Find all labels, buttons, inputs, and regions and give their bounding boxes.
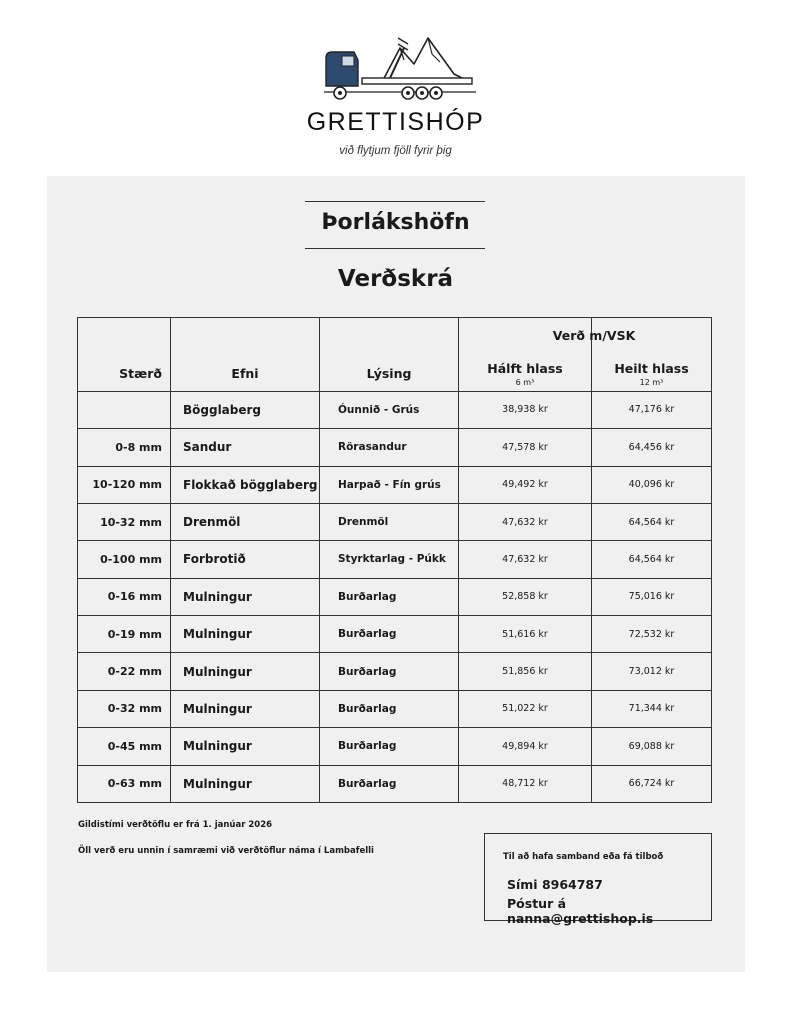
full-load-label: Heilt hlass [614, 360, 689, 376]
price-table [77, 317, 712, 803]
row-half-price: 49,492 kr [459, 466, 592, 503]
row-size: 0-19 mm [78, 616, 171, 653]
half-load-unit: 6 m³ [515, 377, 535, 387]
row-material: Mulningur [171, 765, 320, 803]
row-description: Drenmöl [320, 503, 459, 540]
full-load-unit: 12 m³ [639, 377, 664, 387]
row-full-price: 75,016 kr [592, 578, 712, 615]
row-full-price: 71,344 kr [592, 690, 712, 727]
row-size: 0-45 mm [78, 728, 171, 765]
row-description: Styrktarlag - Púkk [320, 541, 459, 578]
row-half-price: 51,022 kr [459, 690, 592, 727]
column-header-material: Efni [171, 318, 320, 392]
row-half-price: 47,578 kr [459, 429, 592, 466]
column-header-half [459, 318, 636, 392]
contact-email: Póstur á nanna@grettishop.is [507, 896, 654, 926]
row-full-price: 64,564 kr [592, 503, 712, 540]
table-row [78, 616, 712, 653]
half-load-label: Hálft hlass [487, 360, 563, 376]
row-size: 0-8 mm [78, 429, 171, 466]
table-row [78, 765, 712, 803]
table-row [78, 429, 712, 466]
validity-note: Gildistími verðtöflu er frá 1. janúar 2026 [78, 820, 273, 830]
row-description: Burðarlag [320, 728, 459, 765]
row-material: Mulningur [171, 616, 320, 653]
row-full-price: 64,564 kr [592, 541, 712, 578]
table-row [78, 541, 712, 578]
row-size: 10-32 mm [78, 503, 171, 540]
brand-name: GRETTISHÓP [306, 108, 485, 136]
row-full-price: 72,532 kr [592, 616, 712, 653]
price-group-label: Verð m/VSK [552, 328, 636, 343]
row-material: Mulningur [171, 653, 320, 690]
row-description: Rörasandur [320, 429, 459, 466]
row-size: 0-32 mm [78, 690, 171, 727]
row-full-price: 69,088 kr [592, 728, 712, 765]
row-half-price: 49,894 kr [459, 728, 592, 765]
row-material: Flokkað bögglaberg [171, 466, 320, 503]
row-description: Burðarlag [320, 765, 459, 803]
pricing-basis-note: Öll verð eru unnin í samræmi við verðtöflur náma í Lambafelli [78, 846, 374, 856]
contact-box [484, 833, 712, 926]
title-rule-top [305, 201, 485, 202]
table-row [78, 653, 712, 690]
row-size: 10-120 mm [78, 466, 171, 503]
row-full-price: 47,176 kr [592, 391, 712, 428]
row-full-price: 66,724 kr [592, 765, 712, 803]
price-list-title: Verðskrá [337, 266, 454, 292]
row-material: Mulningur [171, 578, 320, 615]
row-material: Mulningur [171, 728, 320, 765]
row-description: Burðarlag [320, 653, 459, 690]
row-material: Drenmöl [171, 503, 320, 540]
brand-tagline: við flytjum fjöll fyrir þig [339, 145, 452, 157]
column-header-description: Lýsing [320, 318, 459, 392]
row-half-price: 38,938 kr [459, 391, 592, 428]
row-full-price: 64,456 kr [592, 429, 712, 466]
row-size: 0-63 mm [78, 765, 171, 803]
table-row [78, 503, 712, 540]
row-size: 0-100 mm [78, 541, 171, 578]
row-half-price: 47,632 kr [459, 503, 592, 540]
row-description: Burðarlag [320, 616, 459, 653]
row-half-price: 51,856 kr [459, 653, 592, 690]
truck-mountain-logo [320, 34, 480, 104]
row-description: Burðarlag [320, 578, 459, 615]
row-half-price: 48,712 kr [459, 765, 592, 803]
row-material: Sandur [171, 429, 320, 466]
table-row [78, 728, 712, 765]
row-half-price: 51,616 kr [459, 616, 592, 653]
row-description: Burðarlag [320, 690, 459, 727]
column-header-size: Stærð [78, 318, 171, 392]
row-material: Forbrotið [171, 541, 320, 578]
row-description: Óunnið - Grús [320, 391, 459, 428]
row-description: Harpað - Fín grús [320, 466, 459, 503]
row-full-price: 40,096 kr [592, 466, 712, 503]
contact-intro: Til að hafa samband eða fá tilboð [503, 852, 664, 862]
contact-phone: Sími 8964787 [507, 877, 603, 892]
row-half-price: 47,632 kr [459, 541, 592, 578]
title-rule-bottom [305, 248, 485, 249]
row-full-price: 73,012 kr [592, 653, 712, 690]
row-size [78, 391, 171, 428]
table-row [78, 578, 712, 615]
row-size: 0-16 mm [78, 578, 171, 615]
row-size: 0-22 mm [78, 653, 171, 690]
row-half-price: 52,858 kr [459, 578, 592, 615]
table-row [78, 391, 712, 428]
row-material: Bögglaberg [171, 391, 320, 428]
table-row [78, 690, 712, 727]
table-row [78, 466, 712, 503]
row-material: Mulningur [171, 690, 320, 727]
table-header-row [78, 318, 712, 392]
location-title: Þorlákshöfn [321, 210, 470, 235]
